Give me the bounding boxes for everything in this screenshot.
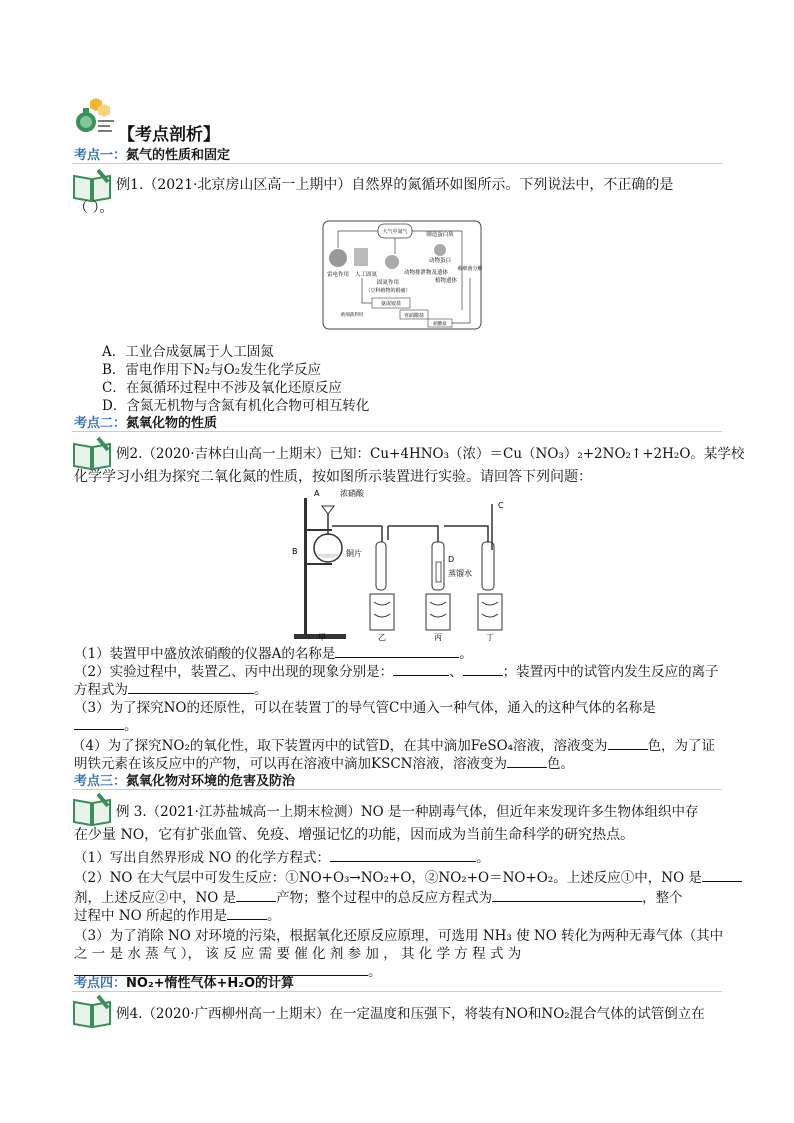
section-heading-2 [74, 412, 217, 431]
q-text: 。 [368, 964, 382, 980]
diagram-manufacture: 制造蛋白质 [426, 232, 454, 238]
diagram-ammonium: 氨或铵盐 [380, 301, 402, 307]
q-text: 产物；整个过程中的总反应方程式为 [276, 890, 493, 906]
section-label: 考点四： [74, 976, 127, 991]
diagram-decompose: 被细菌分解 [457, 266, 482, 272]
q-text: 剂，上述反应②中，NO 是 [74, 890, 237, 906]
answer-blank[interactable] [330, 849, 476, 862]
divider [72, 991, 722, 992]
answer-blank[interactable] [463, 663, 503, 676]
answer-blank[interactable] [74, 717, 124, 730]
label-d: D [448, 555, 455, 564]
option-a: A．工业合成氨属于人工固氮 [102, 344, 274, 360]
divider [72, 789, 722, 790]
diagram-fixation: 固氮作用 [376, 280, 400, 286]
q-text: 。 [254, 682, 268, 698]
option-b: B．雷电作用下N₂与O₂发生化学反应 [102, 362, 322, 378]
page-title: 【考点剖析】 [118, 125, 220, 145]
diagram-air: 大气中氮气 [382, 229, 408, 235]
example-4-text: 例4.（2020·广西柳州高一上期末）在一定温度和压强下，将装有NO和NO₂混合气体的试管倒立在 [116, 1006, 705, 1022]
section-heading-4 [74, 972, 294, 991]
example-2-text-cont: 化学学习小组为探究二氧化氮的性质，按如图所示装置进行实验。请回答下列问题： [74, 469, 592, 485]
divider [72, 431, 722, 432]
diagram-artificial: 人工固氮 [354, 272, 378, 278]
answer-blank[interactable] [608, 737, 648, 750]
answer-blank[interactable] [702, 869, 742, 882]
q2-3 [74, 696, 656, 716]
q2-1 [74, 642, 473, 662]
book-pencil-icon [72, 994, 112, 1028]
section-topic: 氮氧化物对环境的危害及防治 [126, 774, 296, 789]
q-text: 色，为了证 [647, 738, 716, 754]
label-c: C [498, 501, 504, 510]
q-text: （4）为了探究NO₂的氧化性，取下装置丙中的试管D，在其中滴加FeSO₄溶液，溶液变为 [72, 738, 608, 754]
answer-blank[interactable] [128, 681, 254, 694]
q-text: （2）NO 在大气层中可发生反应：①NO+O₃→NO₂+O，②NO₂+O＝NO+O₂。上述反应①中，NO 是 [74, 870, 702, 886]
diagram-bacteria: 被细菌利用 [340, 313, 364, 318]
diagram-nitrite: 亚硝酸盐 [403, 313, 425, 319]
divider [72, 163, 722, 164]
q3-1 [74, 846, 490, 866]
diagram-lightning: 雷电作用 [326, 272, 350, 278]
q-text: 。 [266, 908, 281, 924]
label-ding: 丁 [486, 633, 494, 642]
book-pencil-icon [72, 436, 112, 470]
label-yi: 乙 [378, 633, 386, 642]
q2-3-cont [74, 714, 138, 734]
q-text: 之 一 是 水 蒸 气 ）， 该 反 应 需 要 催 化 剂 参 加 ， 其 化 学 方 程 式 为 [74, 946, 522, 962]
q2-4-cont [74, 752, 574, 772]
q-text: ；装置丙中的试管内发生反应的离子 [502, 664, 719, 680]
q2-2 [74, 660, 719, 680]
flask-logo-icon [74, 96, 118, 136]
q-text: 色。 [546, 756, 574, 772]
diagram-plant-remains: 植物遗体 [434, 278, 458, 284]
example-1-text: 例1.（2021·北京房山区高一上期中）自然界的氮循环如图所示。下列说法中，不正确的是 [116, 177, 674, 193]
section-heading-1 [74, 144, 230, 163]
label-a: A [314, 489, 320, 498]
example-3-text-cont: 在少量 NO，它有扩张血管、免疫、增强记忆的功能，因而成为当前生命科学的研究热点。 [74, 827, 635, 843]
diagram-animal-protein: 动物蛋白 [428, 258, 452, 264]
q-text: 明铁元素在该反应中的产物，可以再在溶液中滴加KSCN溶液，溶液变为 [74, 756, 507, 772]
q-text: 方程式为 [74, 682, 128, 698]
section-topic: 氮气的性质和固定 [126, 148, 231, 163]
q-text: 。 [124, 718, 138, 734]
q2-4 [72, 734, 715, 754]
answer-blank[interactable] [236, 889, 276, 902]
q3-2-cont2 [74, 904, 280, 924]
q-text: ，整个 [642, 890, 683, 906]
q-text: （2）实验过程中，装置乙、丙中出现的现象分别是： [74, 664, 394, 680]
option-c: C．在氮循环过程中不涉及氧化还原反应 [102, 380, 342, 396]
apparatus-diagram [292, 484, 522, 642]
answer-blank[interactable] [227, 907, 267, 920]
section-heading-3 [74, 770, 295, 789]
label-copper: 铜片 [346, 549, 362, 558]
q-text: 。 [476, 850, 490, 866]
label-b: B [292, 547, 298, 556]
example-1-text-cont: （ ）。 [74, 200, 114, 216]
q3-2 [74, 866, 742, 886]
diagram-excreta: 动物排泄物及遗体 [403, 270, 449, 276]
example-3-text: 例 3.（2021·江苏盐城高一上期末检测）NO 是一种剧毒气体，但近年来发现许多生物体组织中存 [116, 804, 699, 820]
diagram-nitrate: 硝酸盐 [433, 322, 447, 327]
q-text: （1）装置甲中盛放浓硝酸的仪器A的名称是 [74, 646, 336, 662]
section-label: 考点一： [74, 148, 127, 163]
answer-blank[interactable] [393, 663, 449, 676]
section-label: 考点三： [74, 774, 127, 789]
book-pencil-icon [72, 792, 112, 826]
label-jia: 甲 [318, 633, 326, 642]
q3-3 [74, 924, 723, 944]
option-d: D．含氮无机物与含氮有机化合物可相互转化 [102, 398, 370, 414]
label-bing: 丙 [434, 633, 442, 642]
section-topic: 氮氧化物的性质 [126, 416, 218, 431]
q-text: （3）为了探究NO的还原性，可以在装置丁的导气管C中通入一种气体，通入的这种气体的名称是 [74, 700, 656, 716]
answer-blank[interactable] [507, 755, 547, 768]
label-water: 蒸馏水 [448, 569, 472, 578]
q-text: （1）写出自然界形成 NO 的化学方程式： [74, 850, 331, 866]
q-text: 过程中 NO 所起的作用是 [74, 908, 227, 924]
answer-blank[interactable] [492, 889, 642, 902]
q-text: 。 [459, 646, 473, 662]
section-topic: NO₂+惰性气体+H₂O的计算 [126, 976, 295, 991]
answer-blank[interactable] [335, 645, 459, 658]
q-text: 、 [449, 664, 463, 680]
example-2-text: 例2.（2020·吉林白山高一上期末）已知：Cu+4HNO₃（浓）＝Cu（NO₃）₂+2NO₂↑+2H₂O。某学校 [116, 446, 745, 462]
diagram-legume: （豆科植物的根瘤） [365, 288, 411, 294]
q3-2-cont [74, 886, 683, 906]
q2-2-cont [74, 678, 268, 698]
q-text: （3）为了消除 NO 对环境的污染，根据氧化还原反应原理，可选用 NH₃ 使 NO 转化为两种无毒气体（其中 [74, 928, 724, 944]
nitrogen-cycle-diagram [322, 220, 482, 330]
section-label: 考点二： [74, 416, 127, 431]
label-acid: 浓硝酸 [340, 489, 364, 498]
q3-3-cont [74, 942, 521, 962]
